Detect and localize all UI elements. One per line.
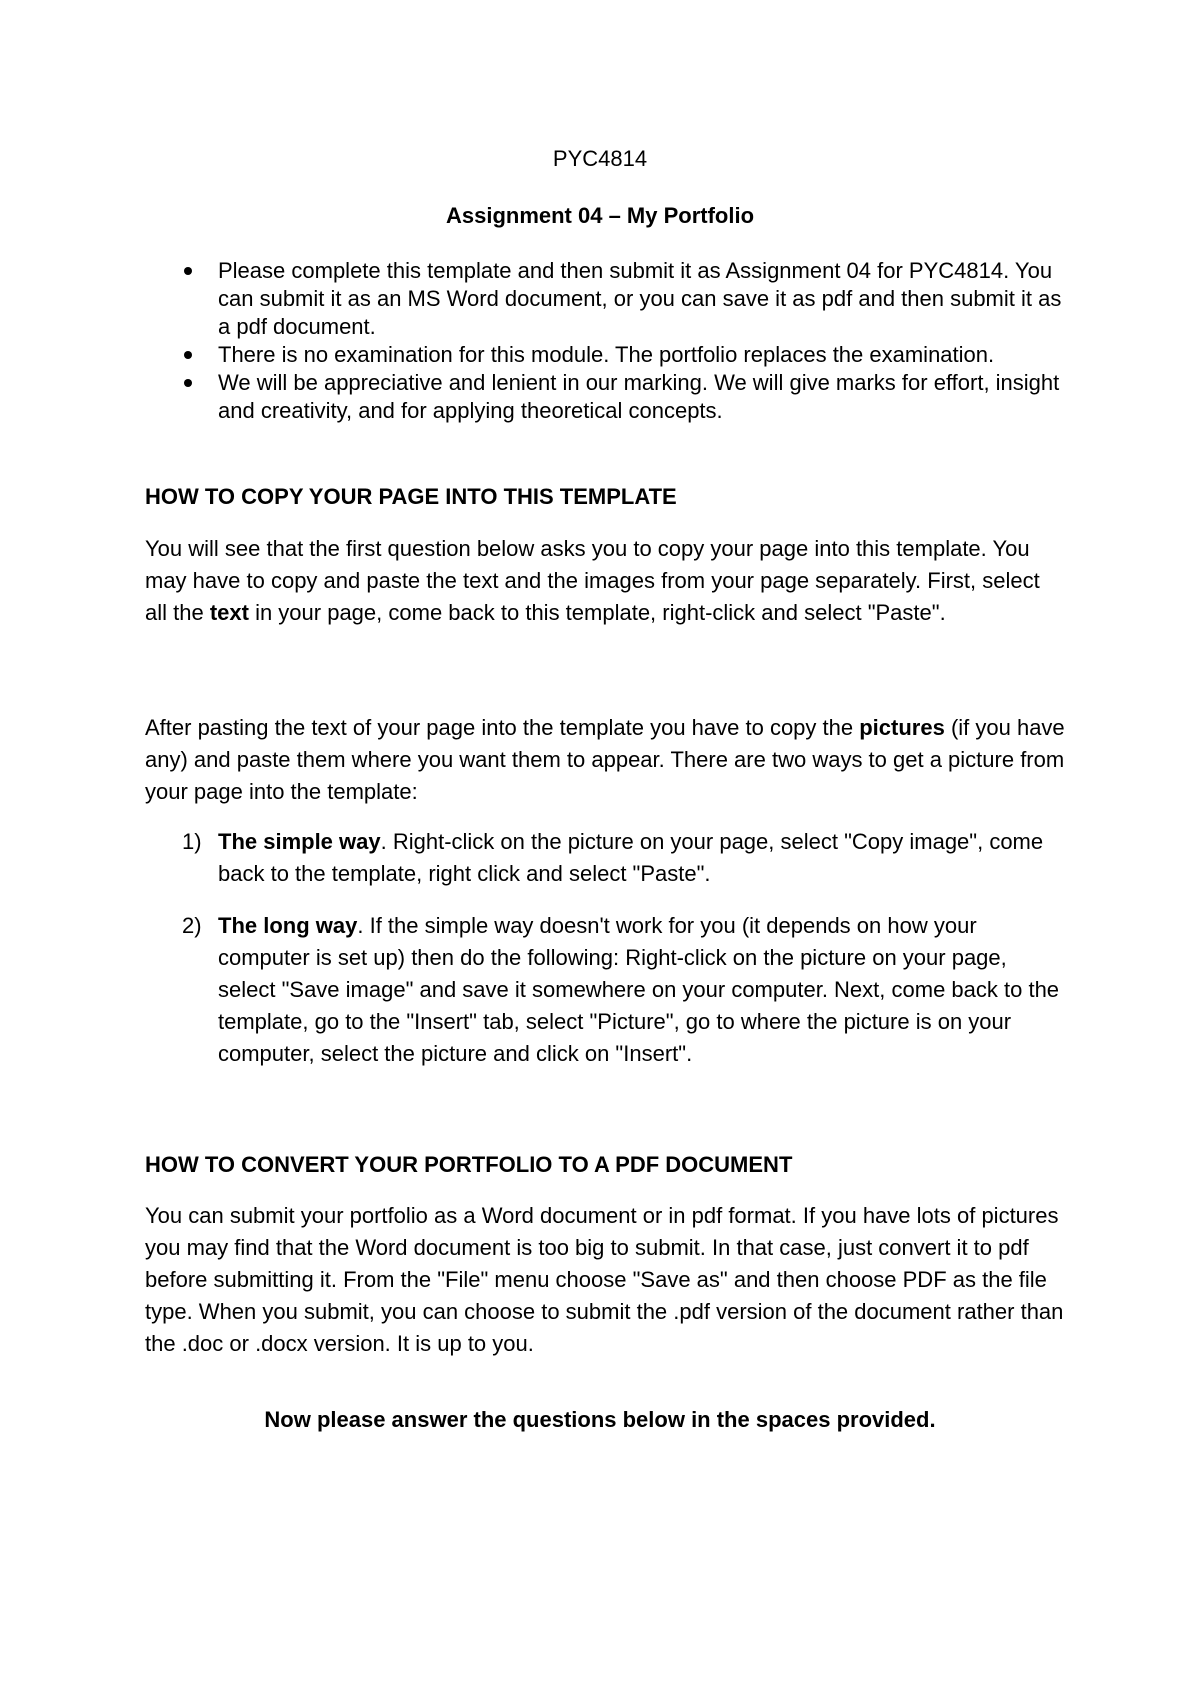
assignment-title: Assignment 04 – My Portfolio bbox=[445, 203, 755, 228]
intro-bullet-item bbox=[218, 341, 1068, 369]
copy-section-paragraph-2 bbox=[145, 712, 1065, 808]
copy-step-item bbox=[182, 910, 1068, 1070]
copy-para2-text-end: (if you have any) and paste them where you want them to appear. There are two ways to get a picture from your page into the template: bbox=[145, 715, 1065, 804]
intro-bullet-text: There is no examination for this module. The portfolio replaces the examination. bbox=[218, 342, 995, 367]
copy-steps-list bbox=[182, 826, 1068, 1070]
course-code: PYC4814 bbox=[552, 146, 648, 171]
pdf-section-heading: HOW TO CONVERT YOUR PORTFOLIO TO A PDF DOCUMENT bbox=[145, 1152, 793, 1177]
pdf-section-paragraph: You can submit your portfolio as a Word document or in pdf format. If you have lots of pictures you may find that the Word document is too big to submit. In that case, just convert it to pdf before submitting it. From the "File" menu choose "Save as" and then choose PDF as the file type. When you submit, you can choose to submit the .pdf version of the document rather than the .doc or .docx version. It is up to you. bbox=[145, 1203, 1064, 1356]
closing-instruction: Now please answer the questions below in the spaces provided. bbox=[264, 1407, 936, 1432]
copy-para1-text-start: You will see that the first question below asks you to copy your page into this template. You may have to copy and paste the text and the images from your page separately. First, select all the bbox=[145, 536, 1040, 625]
copy-section-heading: HOW TO COPY YOUR PAGE INTO THIS TEMPLATE bbox=[145, 484, 677, 509]
copy-para2-text-start: After pasting the text of your page into the template you have to copy the bbox=[145, 715, 860, 740]
intro-bullet-text: Please complete this template and then submit it as Assignment 04 for PYC4814. You can submit it as an MS Word document, or you can save it as pdf and then submit it as a pdf document. bbox=[218, 258, 1062, 339]
copy-section-paragraph-1 bbox=[145, 533, 1065, 629]
step-title: The simple way bbox=[218, 829, 381, 854]
copy-step-item bbox=[182, 826, 1068, 890]
step-number: 1) bbox=[182, 829, 202, 854]
intro-bullet-item bbox=[218, 257, 1068, 341]
copy-para1-bold: text bbox=[209, 600, 249, 625]
intro-bullet-item bbox=[218, 369, 1068, 425]
step-text: . If the simple way doesn't work for you (it depends on how your computer is set up) then do the following: Right-click on the picture on your page, select "Save image" and save it somewhere on your computer. Next, come back to the template, go to the "Insert" tab, select "Picture", go to where the picture is on your computer, select the picture and click on "Insert". bbox=[218, 913, 1060, 1066]
intro-bullet-text: We will be appreciative and lenient in our marking. We will give marks for effort, insight and creativity, and for applying theoretical concepts. bbox=[218, 370, 1060, 423]
bullet-icon bbox=[184, 267, 192, 275]
step-number: 2) bbox=[182, 913, 202, 938]
step-text: . Right-click on the picture on your page, select "Copy image", come back to the template, right click and select "Paste". bbox=[218, 829, 1044, 886]
bullet-icon bbox=[184, 379, 192, 387]
step-title: The long way bbox=[218, 913, 358, 938]
bullet-icon bbox=[184, 351, 192, 359]
copy-para1-text-end: in your page, come back to this template, right-click and select "Paste". bbox=[248, 600, 946, 625]
intro-bullet-list bbox=[218, 257, 1068, 425]
copy-para2-bold: pictures bbox=[859, 715, 945, 740]
